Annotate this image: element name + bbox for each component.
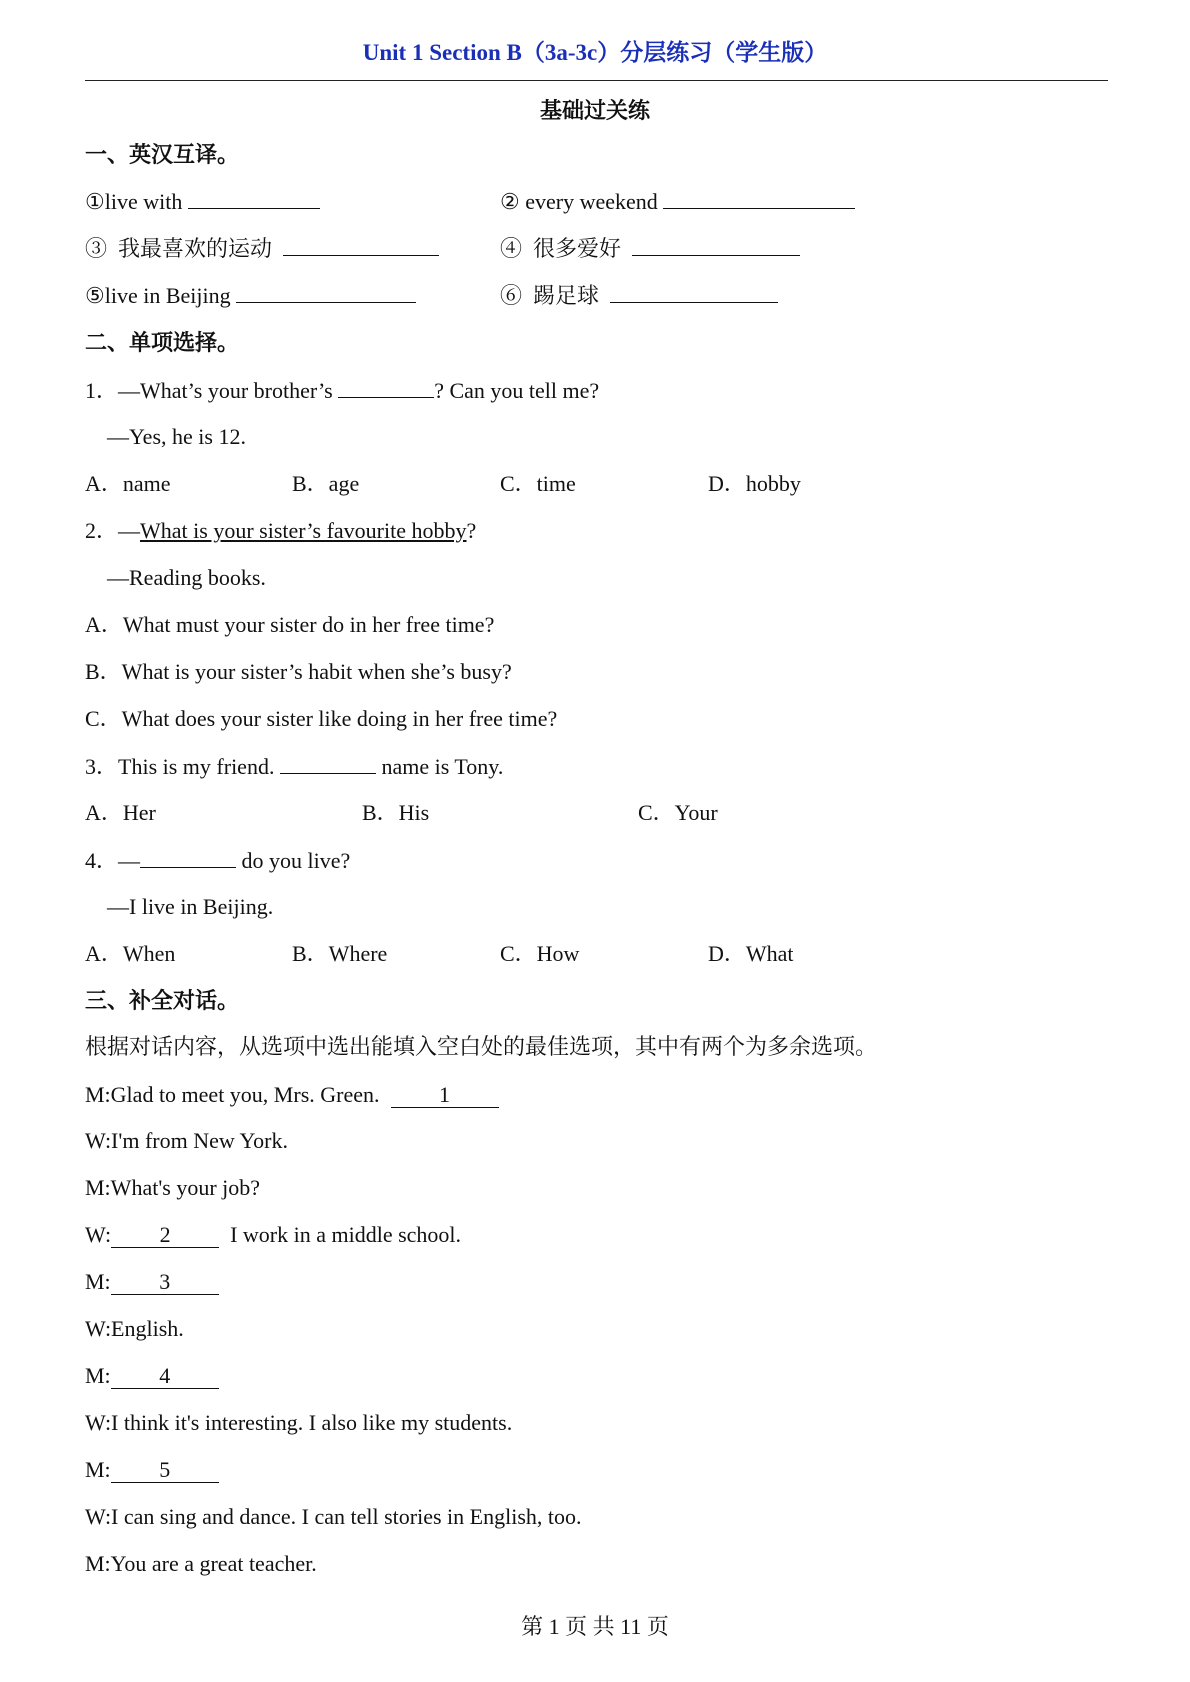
question-4-reply: —I live in Beijing. xyxy=(107,894,274,919)
item-5 xyxy=(85,280,416,311)
dialogue-line xyxy=(85,1080,499,1110)
dialogue-line: W:English. xyxy=(85,1316,184,1341)
dialogue-blank-4[interactable]: 4 xyxy=(111,1364,219,1389)
question-1-reply: —Yes, he is 12. xyxy=(107,424,246,449)
footer-prefix: 第 xyxy=(521,1614,544,1639)
header-rule xyxy=(85,80,1108,81)
dialogue-text: W: xyxy=(85,1222,112,1247)
question-1-option-c[interactable]: C．time xyxy=(500,471,576,496)
item-1 xyxy=(85,186,320,217)
question-2 xyxy=(85,516,476,546)
page-footer xyxy=(0,1610,1190,1641)
question-text-end: do you live? xyxy=(241,848,351,873)
item-number: ③ xyxy=(85,236,108,261)
question-number: 4． xyxy=(85,848,119,873)
question-number: 3． xyxy=(85,754,119,779)
question-2-reply: —Reading books. xyxy=(107,565,266,590)
dialogue-text: M: xyxy=(85,1363,111,1388)
answer-blank[interactable] xyxy=(140,845,236,868)
question-4 xyxy=(85,845,350,876)
item-text: live in Beijing xyxy=(104,283,231,308)
question-1-option-b[interactable]: B．age xyxy=(292,471,360,496)
question-text-end: name is Tony. xyxy=(381,754,504,779)
document-title: Unit 1 Section B（3a-3c）分层练习（学生版） xyxy=(362,40,828,65)
dialogue-line: W:I can sing and dance. I can tell stories in English, too. xyxy=(85,1504,582,1529)
part3-heading: 三、补全对话。 xyxy=(85,988,240,1013)
dialogue-line xyxy=(85,1267,219,1297)
dialogue-line: M:You are a great teacher. xyxy=(85,1551,317,1576)
part3-instruction: 根据对话内容，从选项中选出能填入空白处的最佳选项，其中有两个为多余选项。 xyxy=(85,1034,878,1059)
question-3-option-c[interactable]: C．Your xyxy=(638,800,718,825)
dialogue-text: M: xyxy=(85,1457,111,1482)
question-text: This is my friend. xyxy=(118,754,275,779)
part2-heading: 二、单项选择。 xyxy=(85,330,240,355)
question-number: 1． xyxy=(85,378,119,403)
question-4-option-a[interactable]: A．When xyxy=(85,941,176,966)
footer-suffix: 页 xyxy=(646,1614,669,1639)
question-2-option-b[interactable]: B．What is your sister’s habit when she’s busy? xyxy=(85,659,512,684)
dialogue-text: M: xyxy=(85,1269,111,1294)
answer-blank[interactable] xyxy=(280,751,376,774)
dialogue-blank-5[interactable]: 5 xyxy=(111,1458,219,1483)
dialogue-line xyxy=(85,1455,219,1485)
section-title: 基础过关练 xyxy=(539,98,650,123)
question-text-end: ? Can you tell me? xyxy=(434,378,600,403)
item-number: ⑤ xyxy=(85,283,105,308)
question-4-option-b[interactable]: B．Where xyxy=(292,941,388,966)
question-1-option-a[interactable]: A．name xyxy=(85,471,171,496)
answer-blank[interactable] xyxy=(283,233,439,256)
item-text: 我最喜欢的运动 xyxy=(118,236,273,261)
dialogue-line xyxy=(85,1220,461,1250)
question-1 xyxy=(85,375,599,406)
question-end: ? xyxy=(466,518,477,543)
question-3-option-a[interactable]: A．Her xyxy=(85,800,156,825)
dialogue-line: W:I think it's interesting. I also like my students. xyxy=(85,1410,513,1435)
dialogue-line: W:I'm from New York. xyxy=(85,1128,288,1153)
part1-heading: 一、英汉互译。 xyxy=(85,142,240,167)
question-3 xyxy=(85,751,503,782)
dialogue-line: M:What's your job? xyxy=(85,1175,261,1200)
question-2-option-a[interactable]: A．What must your sister do in her free time? xyxy=(85,612,495,637)
question-3-option-b[interactable]: B．His xyxy=(362,800,430,825)
current-page: 1 xyxy=(548,1614,560,1639)
item-number: ⑥ xyxy=(500,283,523,308)
question-4-option-c[interactable]: C．How xyxy=(500,941,580,966)
item-3 xyxy=(85,233,439,264)
total-pages: 11 xyxy=(620,1614,642,1639)
item-4 xyxy=(500,233,800,264)
answer-blank[interactable] xyxy=(663,186,855,209)
underlined-question: What is your sister’s favourite hobby xyxy=(140,518,467,543)
dialogue-text: M:Glad to meet you, Mrs. Green. xyxy=(85,1082,380,1107)
dialogue-blank-1[interactable]: 1 xyxy=(391,1083,499,1108)
answer-blank[interactable] xyxy=(338,375,434,398)
question-4-option-d[interactable]: D．What xyxy=(708,941,794,966)
question-dash: — xyxy=(118,518,141,543)
question-text: —What’s your brother’s xyxy=(118,378,333,403)
footer-middle: 页 共 xyxy=(565,1614,615,1639)
item-number: ① xyxy=(85,189,105,214)
answer-blank[interactable] xyxy=(632,233,800,256)
item-text: 踢足球 xyxy=(533,283,600,308)
dialogue-blank-3[interactable]: 3 xyxy=(111,1270,219,1295)
question-dash: — xyxy=(118,848,141,873)
question-2-option-c[interactable]: C．What does your sister like doing in her free time? xyxy=(85,706,558,731)
dialogue-text-after: I work in a middle school. xyxy=(230,1222,462,1247)
answer-blank[interactable] xyxy=(610,280,778,303)
item-2 xyxy=(500,186,855,217)
item-number: ② xyxy=(500,189,520,214)
item-6 xyxy=(500,280,778,311)
item-text: live with xyxy=(104,189,183,214)
dialogue-line xyxy=(85,1361,219,1391)
answer-blank[interactable] xyxy=(236,280,416,303)
answer-blank[interactable] xyxy=(188,186,320,209)
item-text: every weekend xyxy=(525,189,658,214)
item-text: 很多爱好 xyxy=(533,236,622,261)
question-number: 2． xyxy=(85,518,119,543)
item-number: ④ xyxy=(500,236,523,261)
dialogue-blank-2[interactable]: 2 xyxy=(111,1223,219,1248)
question-1-option-d[interactable]: D．hobby xyxy=(708,471,801,496)
